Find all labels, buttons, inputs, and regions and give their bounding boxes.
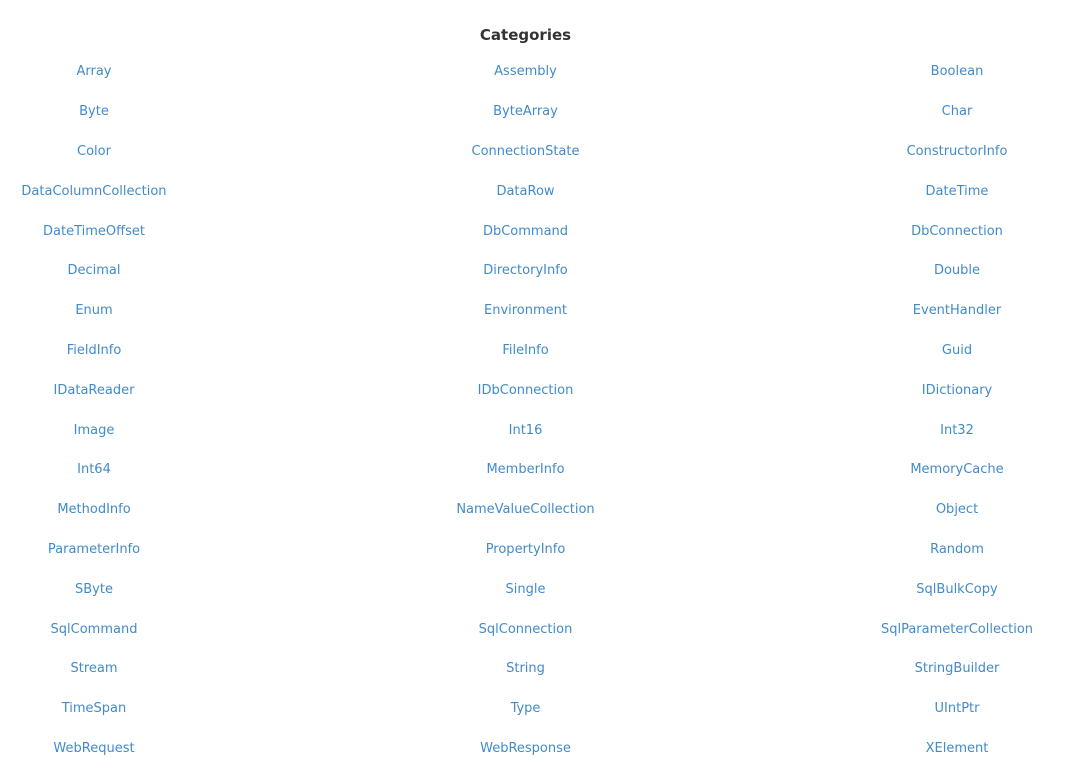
category-cell	[0, 530, 188, 570]
category-link[interactable]: DirectoryInfo	[483, 263, 568, 279]
category-link[interactable]: XElement	[925, 740, 989, 756]
category-link[interactable]: SqlBulkCopy	[916, 581, 998, 597]
category-cell	[188, 251, 863, 291]
category-cell	[863, 251, 1051, 291]
category-link[interactable]: Char	[941, 104, 973, 120]
category-link[interactable]: String	[506, 661, 545, 677]
category-cell	[0, 569, 188, 609]
category-link[interactable]: SqlConnection	[478, 621, 573, 637]
category-cell	[863, 609, 1051, 649]
category-cell	[188, 649, 863, 689]
category-link[interactable]: EventHandler	[912, 303, 1002, 319]
category-cell	[0, 490, 188, 530]
category-cell	[863, 211, 1051, 251]
category-cell	[863, 370, 1051, 410]
category-link[interactable]: Decimal	[67, 263, 121, 279]
category-link[interactable]: Single	[505, 581, 546, 597]
category-link[interactable]: Object	[935, 502, 979, 518]
category-link[interactable]: Enum	[75, 303, 113, 319]
category-cell	[188, 729, 863, 768]
category-link[interactable]: Guid	[941, 342, 973, 358]
category-link[interactable]: IDictionary	[921, 382, 993, 398]
category-link[interactable]: IDbConnection	[477, 382, 574, 398]
category-link[interactable]: ConstructorInfo	[906, 143, 1008, 159]
category-cell	[0, 609, 188, 649]
category-cell	[0, 171, 188, 211]
category-link[interactable]: PropertyInfo	[485, 541, 566, 557]
category-link[interactable]: DateTime	[925, 183, 989, 199]
category-cell	[188, 291, 863, 331]
category-cell	[188, 331, 863, 371]
category-cell	[188, 410, 863, 450]
category-cell	[863, 530, 1051, 570]
category-link[interactable]: SqlParameterCollection	[880, 621, 1034, 637]
category-link[interactable]: Double	[933, 263, 981, 279]
category-link[interactable]: Assembly	[494, 64, 557, 80]
category-link[interactable]: Image	[73, 422, 115, 438]
category-link[interactable]: StringBuilder	[914, 661, 1000, 677]
category-link[interactable]: Boolean	[930, 64, 984, 80]
category-cell	[863, 331, 1051, 371]
category-link[interactable]: Int16	[508, 422, 543, 438]
category-cell	[0, 291, 188, 331]
category-cell	[188, 52, 863, 92]
category-cell	[863, 171, 1051, 211]
category-cell	[0, 211, 188, 251]
category-cell	[0, 92, 188, 132]
category-cell	[0, 649, 188, 689]
category-link[interactable]: UIntPtr	[934, 701, 980, 717]
category-cell	[0, 132, 188, 172]
category-cell	[0, 251, 188, 291]
category-link[interactable]: IDataReader	[53, 382, 135, 398]
category-cell	[863, 490, 1051, 530]
category-link[interactable]: WebResponse	[480, 740, 571, 756]
category-link[interactable]: DataRow	[496, 183, 555, 199]
category-cell	[188, 211, 863, 251]
category-link[interactable]: MemberInfo	[486, 462, 565, 478]
category-link[interactable]: FileInfo	[502, 342, 549, 358]
category-cell	[863, 689, 1051, 729]
category-link[interactable]: FieldInfo	[66, 342, 122, 358]
category-link[interactable]: SqlCommand	[50, 621, 138, 637]
page-title: Categories	[479, 26, 572, 44]
category-link[interactable]: DbConnection	[911, 223, 1003, 239]
category-cell	[863, 729, 1051, 768]
category-cell	[188, 92, 863, 132]
category-link[interactable]: Stream	[70, 661, 118, 677]
category-cell	[188, 609, 863, 649]
category-link[interactable]: ConnectionState	[471, 143, 580, 159]
category-cell	[0, 450, 188, 490]
category-cell	[0, 370, 188, 410]
category-cell	[0, 52, 188, 92]
category-link[interactable]: NameValueCollection	[456, 502, 595, 518]
category-cell	[188, 490, 863, 530]
category-link[interactable]: DataColumnCollection	[21, 183, 167, 199]
category-link[interactable]: MemoryCache	[910, 462, 1004, 478]
category-link[interactable]: MethodInfo	[57, 502, 131, 518]
category-link[interactable]: Color	[77, 143, 111, 159]
category-link[interactable]: Type	[510, 701, 541, 717]
category-cell	[188, 370, 863, 410]
category-link[interactable]: TimeSpan	[61, 701, 127, 717]
category-cell	[0, 410, 188, 450]
category-cell	[863, 450, 1051, 490]
category-link[interactable]: DbCommand	[482, 223, 569, 239]
category-cell	[188, 450, 863, 490]
category-link[interactable]: Array	[76, 64, 112, 80]
category-link[interactable]: SByte	[75, 581, 113, 597]
category-cell	[863, 291, 1051, 331]
category-cell	[188, 689, 863, 729]
category-cell	[863, 569, 1051, 609]
category-cell	[0, 689, 188, 729]
category-link[interactable]: ParameterInfo	[47, 541, 141, 557]
category-grid	[0, 52, 1051, 768]
category-link[interactable]: Int32	[940, 422, 974, 438]
category-cell	[188, 569, 863, 609]
category-link[interactable]: Random	[930, 541, 984, 557]
category-cell	[188, 171, 863, 211]
category-cell	[863, 132, 1051, 172]
category-link[interactable]: WebRequest	[53, 740, 135, 756]
category-link[interactable]: ByteArray	[493, 104, 558, 120]
category-cell	[0, 729, 188, 768]
category-link[interactable]: Byte	[79, 104, 109, 120]
category-cell	[188, 530, 863, 570]
category-link[interactable]: Environment	[483, 303, 567, 319]
category-link[interactable]: DateTimeOffset	[43, 223, 145, 239]
category-cell	[188, 132, 863, 172]
category-cell	[0, 331, 188, 371]
category-link[interactable]: Int64	[77, 462, 111, 478]
category-cell	[863, 92, 1051, 132]
category-cell	[863, 649, 1051, 689]
category-cell	[863, 410, 1051, 450]
category-cell	[863, 52, 1051, 92]
